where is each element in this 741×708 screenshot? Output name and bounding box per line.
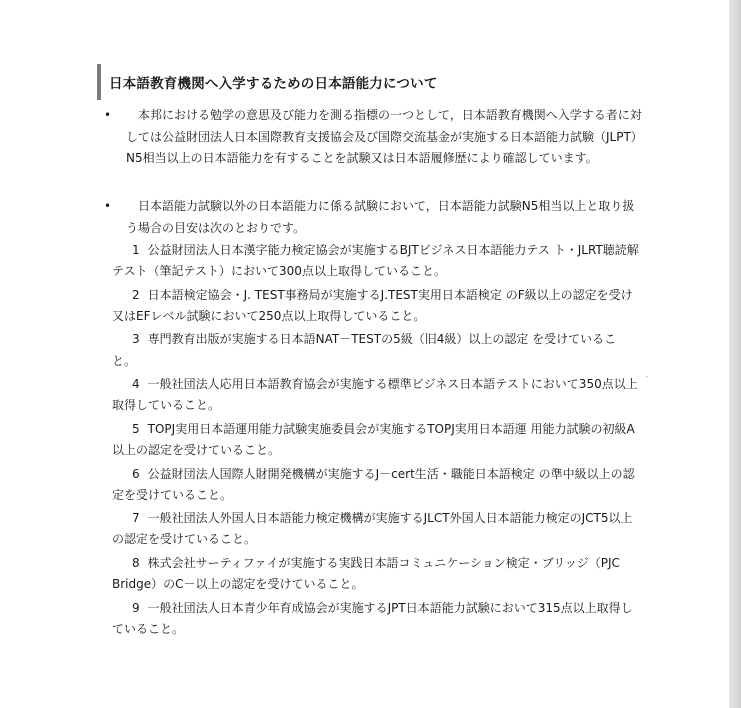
bullet-dot-icon: • [104,108,112,122]
item-number: 7 [132,511,140,526]
page-edge-shadow [729,0,741,708]
stray-mark: ′ [646,375,649,386]
item-text: 株式会社サーティファイが実施する実践日本語コミュニケーション検定・ブリッジ（PJC Bridge）のC－以上の認定を受けていること。 [112,555,620,592]
item-text: 公益財団法人日本漢字能力検定協会が実施するBJTビジネス日本語能力テス ト・JLRT聴読解テスト（筆記テスト）において300点以上取得していること。 [112,243,639,279]
list-item [112,419,640,461]
item-text: 公益財団法人国際人財開発機構が実施するJ－cert生活・職能日本語検定 の準中級以上の認定を受けていること。 [112,466,635,502]
bullet-text: 日本語能力試験以外の日本語能力に係る試験において，日本語能力試験N5相当以上と取り扱う場合の目安は次のとおりです。 [126,199,635,235]
item-text: 一般社団法人日本青少年育成協会が実施するJPT日本語能力試験において315点以上取得していること。 [112,600,633,636]
item-text: 一般社団法人外国人日本語能力検定機構が実施するJLCT外国人日本語能力検定のJCT5以上の認定を受けていること。 [112,511,633,547]
exam-criteria-list [112,240,640,642]
item-text: 日本語検定協会・J. TEST事務局が実施するJ.TEST実用日本語検定 のF級以上の認定を受け又はEFレベル試験において250点以上取得していること。 [112,287,633,323]
item-number: 4 [132,377,140,392]
item-number: 8 [132,555,140,570]
section-heading [97,64,438,100]
list-item [112,374,640,416]
item-number: 6 [132,466,140,481]
heading-accent-bar [97,64,101,100]
list-item [112,464,640,506]
item-text: TOPJ実用日本語運用能力試験実施委員会が実施するTOPJ実用日本語運 用能力試験の初級A以上の認定を受けていること。 [112,421,635,458]
bullet-dot-icon: • [104,199,112,213]
list-item [112,598,640,640]
list-item [112,240,640,282]
bullet-paragraph-1 [104,105,644,170]
item-number: 1 [132,243,140,257]
item-number: 3 [132,332,140,347]
list-item [112,285,640,327]
list-item [112,329,640,371]
bullet-paragraph-2 [104,196,644,239]
heading-text: 日本語教育機関へ入学するための日本語能力について [109,76,438,92]
list-item [112,508,640,550]
item-text: 専門教育出版が実施する日本語NAT－TESTの5級（旧4級）以上の認定 を受けていること。 [112,332,617,368]
item-number: 2 [132,287,140,302]
item-text: 一般社団法人応用日本語教育協会が実施する標準ビジネス日本語テストにおいて350点以上取得していること。 [112,377,638,413]
item-number: 9 [132,600,140,615]
list-item [112,553,640,595]
bullet-text: 本邦における勉学の意思及び能力を測る指標の一つとして，日本語教育機関へ入学する者に対しては公益財団法人日本国際教育支援協会及び国際交流基金が実施する日本語能力試験（JLPT）N5相当以上の日本語能力を有することを試験又は日本語履修歴により確認しています。 [126,108,643,166]
item-number: 5 [132,421,140,436]
